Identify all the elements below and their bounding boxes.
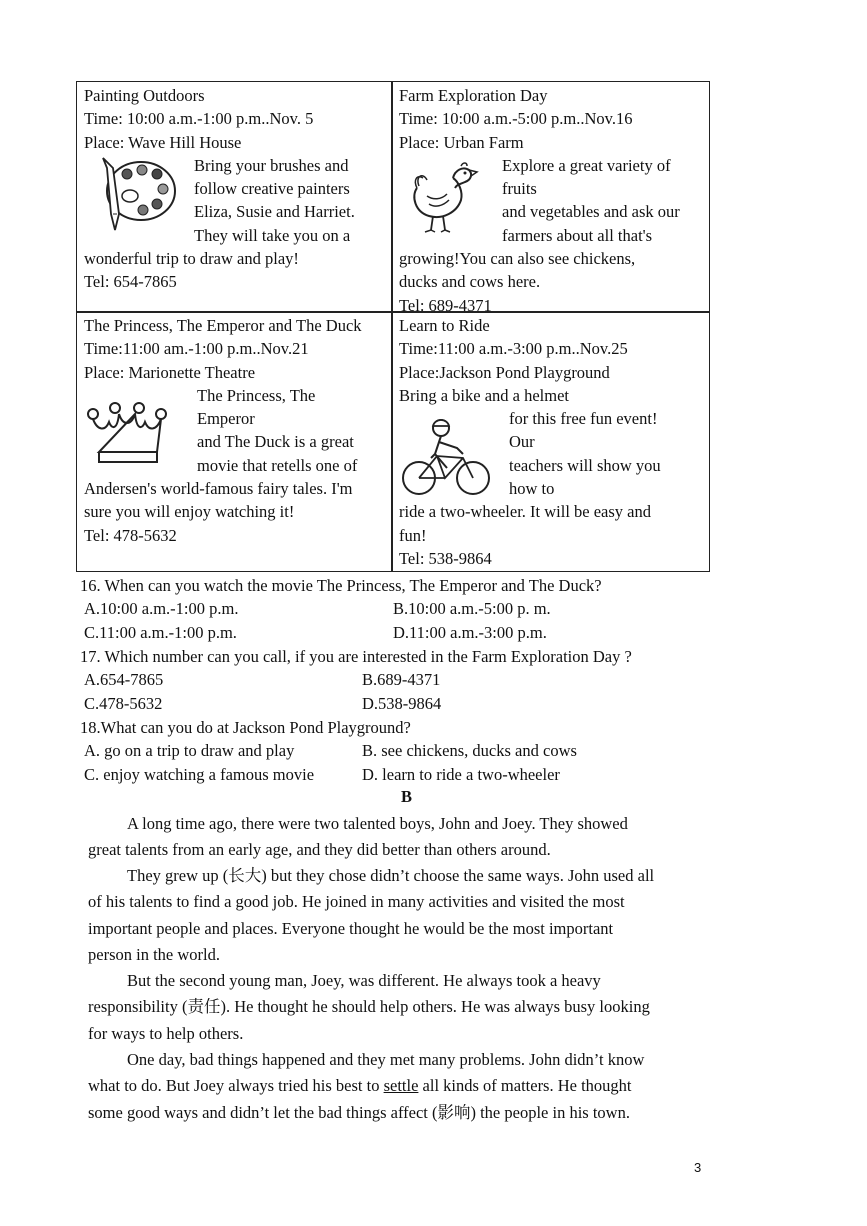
passage-line: They grew up (长大) but they chose didn’t choose the same ways. John used all <box>127 866 655 885</box>
event-desc-line: Emperor <box>197 409 255 429</box>
event-desc-line: ride a two-wheeler. It will be easy and <box>399 502 651 522</box>
section-label: B <box>401 787 413 806</box>
passage-line: for ways to help others. <box>88 1023 244 1043</box>
event-tel: Tel: 689-4371 <box>399 295 492 315</box>
event-place: Place:Jackson Pond Playground <box>399 362 610 382</box>
events-table <box>76 81 710 572</box>
passage-paragraph-1 <box>88 811 628 864</box>
question-16-option-a: A.10:00 a.m.-1:00 p.m. <box>84 599 239 618</box>
event-place: Place: Wave Hill House <box>84 132 242 152</box>
event-desc-line: Andersen's world-famous fairy tales. I'm <box>84 479 353 499</box>
question-18-option-b: B. see chickens, ducks and cows <box>362 741 577 760</box>
question-18-stem: 18.What can you do at Jackson Pond Playground? <box>80 718 411 737</box>
passage-line: person in the world. <box>88 944 220 964</box>
event-time: Time: 10:00 a.m.-5:00 p.m..Nov.16 <box>399 109 633 129</box>
crown-icon <box>83 402 173 468</box>
event-desc-line: Explore a great variety of <box>502 155 671 175</box>
passage-paragraph-3 <box>88 968 650 1047</box>
passage-text: what to do. But Joey always tried his best to <box>88 1076 384 1096</box>
passage-text: all kinds of matters. He thought <box>418 1076 632 1096</box>
question-17-stem: 17. Which number can you call, if you are interested in the Farm Exploration Day ? <box>80 647 632 666</box>
question-18-option-d: D. learn to ride a two-wheeler <box>362 765 560 784</box>
question-17-option-b: B.689-4371 <box>362 670 441 689</box>
question-16-stem: 16. When can you watch the movie The Princess, The Emperor and The Duck? <box>80 576 602 595</box>
event-desc-line: growing!You can also see chickens, <box>399 249 636 269</box>
bicycle-icon <box>401 418 493 498</box>
page-number: 3 <box>694 1160 702 1175</box>
event-desc-line: farmers about all that's <box>502 225 653 245</box>
question-16-option-b: B.10:00 a.m.-5:00 p. m. <box>393 599 551 618</box>
chicken-icon <box>407 160 479 234</box>
table-divider-vertical <box>391 82 393 571</box>
event-desc-line: Bring your brushes and <box>194 155 349 175</box>
question-17-option-c: C.478-5632 <box>84 694 163 713</box>
passage-line: But the second young man, Joey, was different. He always took a heavy <box>127 971 601 990</box>
passage-line: of his talents to find a good job. He joined in many activities and visited the most <box>88 892 625 912</box>
passage-line: A long time ago, there were two talented boys, John and Joey. They showed <box>127 814 628 833</box>
event-desc-line: fun! <box>399 525 427 545</box>
event-time: Time: 10:00 a.m.-1:00 p.m..Nov. 5 <box>84 109 314 129</box>
event-desc-line: sure you will enjoy watching it! <box>84 502 295 522</box>
event-title: Learn to Ride <box>399 316 490 335</box>
passage-line: important people and places. Everyone thought he would be the most important <box>88 918 614 938</box>
event-tel: Tel: 478-5632 <box>84 525 177 545</box>
passage-line: some good ways and didn’t let the bad things affect (影响) the people in his town. <box>88 1102 630 1122</box>
event-place: Place: Urban Farm <box>399 132 524 152</box>
event-desc-line: wonderful trip to draw and play! <box>84 249 299 269</box>
event-desc-line: and The Duck is a great <box>197 432 354 452</box>
passage-line <box>88 1073 644 1099</box>
event-time: Time:11:00 a.m.-3:00 p.m..Nov.25 <box>399 339 628 359</box>
passage-line: great talents from an early age, and they did better than others around. <box>88 840 551 860</box>
event-desc-line: Bring a bike and a helmet <box>399 385 569 405</box>
event-title: Painting Outdoors <box>84 86 205 105</box>
event-desc-line: follow creative painters <box>194 179 350 199</box>
event-title: Farm Exploration Day <box>399 86 548 105</box>
event-desc-line: teachers will show you <box>509 455 661 475</box>
question-18-option-c: C. enjoy watching a famous movie <box>84 765 315 784</box>
passage-paragraph-2 <box>88 863 654 968</box>
event-desc-line: Our <box>509 432 535 452</box>
event-desc-line: The Princess, The <box>197 385 316 405</box>
palette-icon <box>97 154 179 232</box>
event-desc-line: ducks and cows here. <box>399 272 541 292</box>
event-desc-line: for this free fun event! <box>509 409 658 429</box>
event-desc-line: movie that retells one of <box>197 455 358 475</box>
event-tel: Tel: 538-9864 <box>399 548 492 568</box>
event-desc-line: Eliza, Susie and Harriet. <box>194 202 355 222</box>
passage-line: responsibility (责任). He thought he should help others. He was always busy looking <box>88 997 650 1017</box>
event-desc-line: fruits <box>502 179 537 199</box>
event-tel: Tel: 654-7865 <box>84 272 177 292</box>
question-17-option-a: A.654-7865 <box>84 670 164 689</box>
event-desc-line: how to <box>509 479 555 499</box>
event-title: The Princess, The Emperor and The Duck <box>84 316 362 335</box>
underlined-word: settle <box>383 1076 419 1096</box>
passage-paragraph-4 <box>88 1047 644 1126</box>
passage-line: One day, bad things happened and they met many problems. John didn’t know <box>127 1050 645 1069</box>
event-time: Time:11:00 am.-1:00 p.m..Nov.21 <box>84 339 309 359</box>
event-place: Place: Marionette Theatre <box>84 362 256 382</box>
question-17-option-d: D.538-9864 <box>362 694 442 713</box>
event-desc-line: They will take you on a <box>194 225 351 245</box>
question-18-option-a: A. go on a trip to draw and play <box>84 741 295 760</box>
question-16-option-d: D.11:00 a.m.-3:00 p.m. <box>393 623 547 642</box>
question-16-option-c: C.11:00 a.m.-1:00 p.m. <box>84 623 237 642</box>
event-desc-line: and vegetables and ask our <box>502 202 680 222</box>
